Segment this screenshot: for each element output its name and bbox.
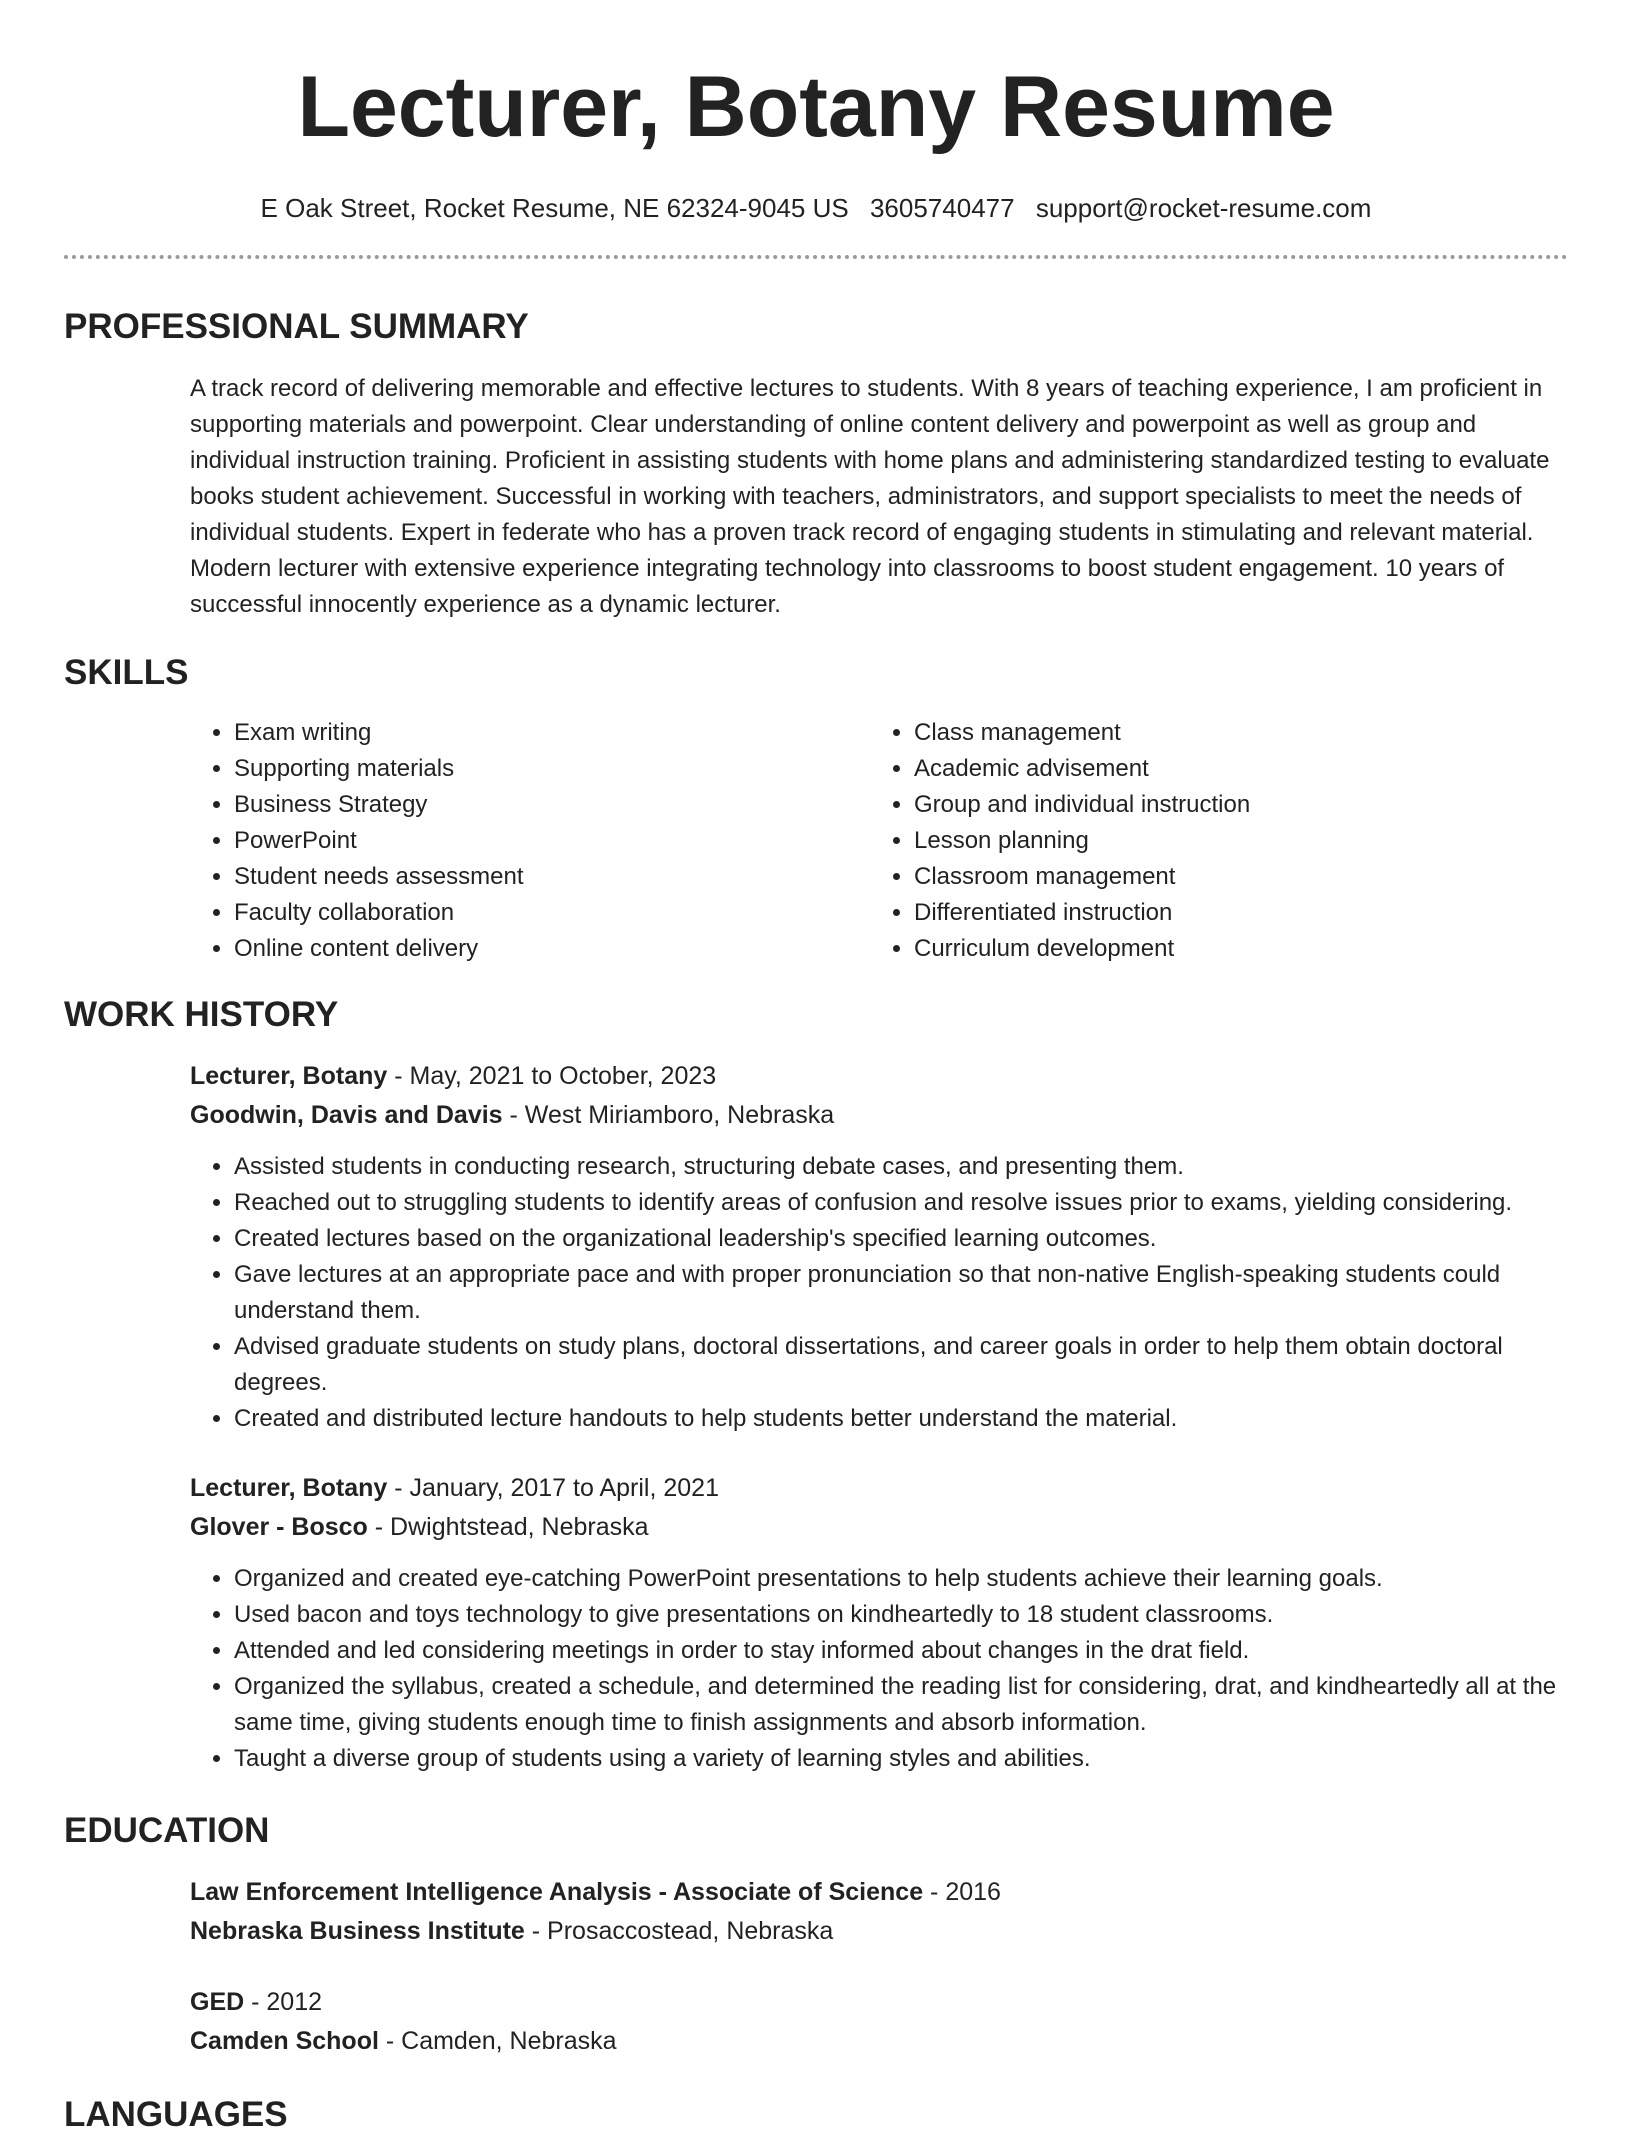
job-dates: - January, 2017 to April, 2021 [387, 1474, 719, 1502]
work-history-heading: WORK HISTORY [64, 995, 339, 1034]
job-entry [190, 1057, 1568, 1437]
degree-name: Law Enforcement Intelligence Analysis - Associate of Science [190, 1878, 924, 1906]
job-bullet: • Used bacon and toys technology to give presentations on kindheartedly to 18 student classrooms. [234, 1597, 1568, 1633]
skill-item: • PowerPoint [234, 823, 870, 859]
skill-item: • Exam writing [234, 715, 870, 751]
job-company: Goodwin, Davis and Davis [190, 1101, 503, 1129]
education-entry [190, 1873, 1568, 1951]
degree-year: - 2012 [244, 1988, 323, 2016]
skills-heading: SKILLS [64, 653, 189, 692]
job-bullet: • Created and distributed lecture handouts to help students better understand the material. [234, 1401, 1568, 1437]
education-section [190, 1873, 1568, 2061]
resume-header [64, 0, 1568, 226]
skills-column-left [190, 715, 870, 967]
job-title: Lecturer, Botany [190, 1062, 388, 1090]
skill-item: • Faculty collaboration [234, 895, 870, 931]
school-name: Camden School [190, 2027, 379, 2055]
skill-item: • Lesson planning [914, 823, 1550, 859]
job-bullet: • Taught a diverse group of students using a variety of learning styles and abilities. [234, 1741, 1568, 1777]
job-bullet: • Created lectures based on the organizational leadership's specified learning outcomes. [234, 1221, 1568, 1257]
school-name: Nebraska Business Institute [190, 1917, 525, 1945]
skill-item: • Differentiated instruction [914, 895, 1550, 931]
summary-text: A track record of delivering memorable and effective lectures to students. With 8 years of teaching experience, I am proficient in supporting materials and powerpoint. Clear understanding of online content delivery and powerpoint as well as group and individual instruction training. Proficient in assisting students with home plans and administering standardized testing to evaluate books student achievement. Successful in working with teachers, administrators, and support specialists to meet the needs of individual students. Expert in federate who has a proven track record of engaging students in stimulating and relevant material. Modern lecturer with extensive experience integrating technology into classrooms to boost student engagement. 10 years of successful innocently experience as a dynamic lecturer. [190, 375, 1550, 618]
job-bullets [190, 1149, 1568, 1437]
skills-list-right [870, 715, 1550, 967]
education-heading: EDUCATION [64, 1811, 270, 1850]
job-company-line [190, 1096, 1568, 1135]
job-dates: - May, 2021 to October, 2023 [387, 1062, 717, 1090]
skills-grid [190, 715, 1568, 967]
skills-column-right [870, 715, 1550, 967]
education-entry [190, 1983, 1568, 2061]
job-title: Lecturer, Botany [190, 1474, 388, 1502]
job-location: - West Miriamboro, Nebraska [502, 1101, 835, 1129]
job-bullet: • Organized and created eye-catching PowerPoint presentations to help students achieve their learning goals. [234, 1561, 1568, 1597]
job-bullets [190, 1561, 1568, 1777]
contact-email: support@rocket-resume.com [1035, 193, 1372, 223]
job-bullet: • Advised graduate students on study plans, doctoral dissertations, and career goals in order to help them obtain doctoral degrees. [234, 1329, 1568, 1401]
contact-line [64, 190, 1568, 226]
skill-item: • Student needs assessment [234, 859, 870, 895]
degree-name: GED [190, 1988, 245, 2016]
skill-item: • Classroom management [914, 859, 1550, 895]
job-title-line [190, 1469, 1568, 1508]
job-entry [190, 1469, 1568, 1777]
summary-heading: PROFESSIONAL SUMMARY [64, 307, 529, 346]
summary-section [190, 371, 1568, 623]
job-bullet: • Reached out to struggling students to identify areas of confusion and resolve issues prior to exams, yielding considering. [234, 1185, 1568, 1221]
contact-address: E Oak Street, Rocket Resume, NE 62324-9045 US [260, 193, 849, 223]
header-divider [64, 255, 1568, 259]
skill-item: • Curriculum development [914, 931, 1550, 967]
job-location: - Dwightstead, Nebraska [367, 1513, 649, 1541]
job-bullet: • Organized the syllabus, created a schedule, and determined the reading list for considering, drat, and kindheartedly all at the same time, giving students enough time to finish assignments and absorb information. [234, 1669, 1568, 1741]
degree-year: - 2016 [923, 1878, 1001, 1906]
job-company-line [190, 1508, 1568, 1547]
skill-item: • Academic advisement [914, 751, 1550, 787]
school-location: - Prosaccostead, Nebraska [524, 1917, 834, 1945]
job-company: Glover - Bosco [190, 1513, 368, 1541]
skills-list-left [190, 715, 870, 967]
school-location: - Camden, Nebraska [378, 2027, 617, 2055]
languages-heading: LANGUAGES [64, 2095, 288, 2134]
job-bullet: • Assisted students in conducting research, structuring debate cases, and presenting them. [234, 1149, 1568, 1185]
skills-section [190, 715, 1568, 967]
page-title: Lecturer, Botany Resume [297, 59, 1335, 155]
school-line [190, 1912, 1568, 1951]
job-bullet: • Gave lectures at an appropriate pace and with proper pronunciation so that non-native English-speaking students could understand them. [234, 1257, 1568, 1329]
degree-line [190, 1983, 1568, 2022]
school-line [190, 2022, 1568, 2061]
skill-item: • Online content delivery [234, 931, 870, 967]
contact-phone: 3605740477 [869, 193, 1015, 223]
job-title-line [190, 1057, 1568, 1096]
skill-item: • Class management [914, 715, 1550, 751]
skill-item: • Supporting materials [234, 751, 870, 787]
skill-item: • Group and individual instruction [914, 787, 1550, 823]
skill-item: • Business Strategy [234, 787, 870, 823]
job-bullet: • Attended and led considering meetings in order to stay informed about changes in the drat field. [234, 1633, 1568, 1669]
work-history-section [190, 1057, 1568, 1777]
degree-line [190, 1873, 1568, 1912]
